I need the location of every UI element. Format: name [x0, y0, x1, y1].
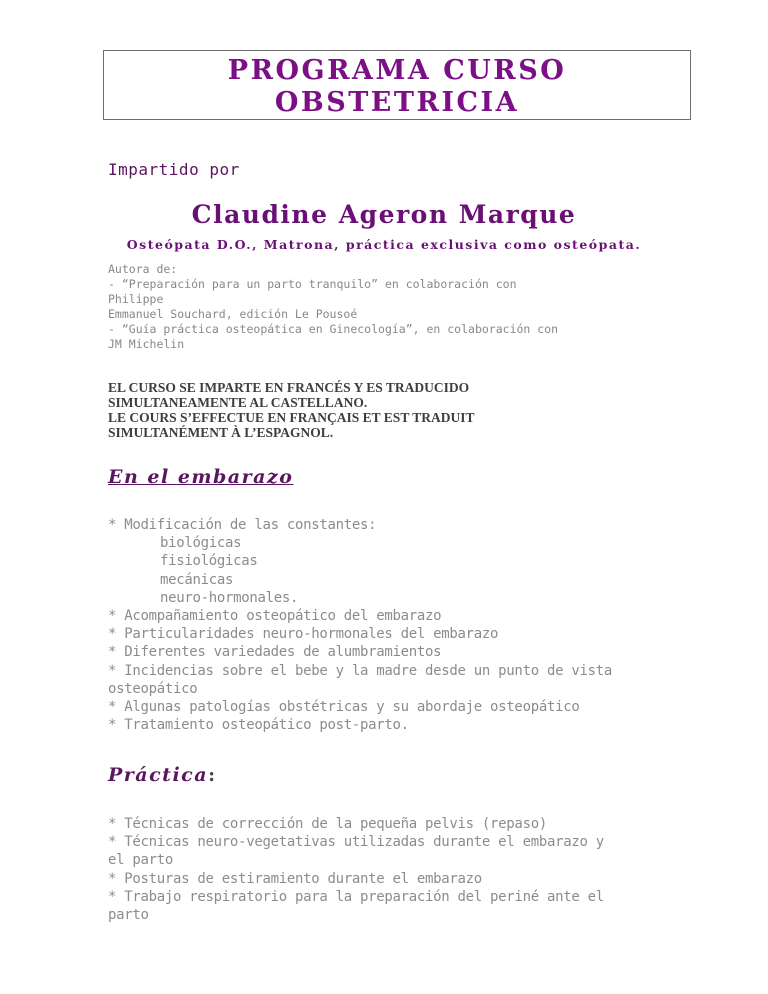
author-line: Autora de: [108, 262, 178, 276]
section-heading-practica-text: Práctica [108, 764, 209, 786]
impartido-por-label: Impartido por [108, 160, 240, 179]
list-item: * Diferentes variedades de alumbramientos [108, 644, 442, 661]
list-subitem: fisiológicas [160, 553, 258, 570]
author-block [108, 262, 628, 352]
author-line: JM Michelin [108, 337, 185, 351]
list-item: * Técnicas de corrección de la pequeña pelvis (repaso) [108, 816, 547, 832]
section-heading-practica [108, 764, 215, 786]
list-item: * Algunas patologías obstétricas y su abordaje osteopático [108, 699, 580, 716]
list-item: * Modificación de las constantes: [108, 517, 377, 533]
list-item: * Técnicas neuro-vegetativas utilizadas durante el embarazo y [108, 834, 604, 851]
notice-line: LE COURS S’EFFECTUE EN FRANÇAIS ET EST TRADUIT [108, 410, 475, 425]
author-line: Emmanuel Souchard, edición Le Pousoé [108, 307, 358, 321]
section-heading-embarazo: En el embarazo [108, 466, 294, 488]
list-subitem: neuro-hormonales. [160, 589, 299, 606]
page-title-line-2: OBSTETRICIA [274, 87, 520, 118]
list-subitem: mecánicas [160, 571, 234, 588]
author-line: - “Preparación para un parto tranquilo” en colaboración con [108, 277, 517, 291]
page-title-line-1: PROGRAMA CURSO [227, 55, 567, 86]
list-item: * Acompañamiento osteopático del embarazo [108, 608, 442, 625]
notice-line: EL CURSO SE IMPARTE EN FRANCÉS Y ES TRADUCIDO [108, 380, 470, 395]
instructor-name: Claudine Ageron Marque [191, 200, 577, 229]
list-item: * Incidencias sobre el bebe y la madre desde un punto de vista [108, 662, 612, 679]
title-box [103, 50, 691, 120]
list-item: * Particularidades neuro-hormonales del embarazo [108, 626, 499, 643]
instructor-role: Osteópata D.O., Matrona, práctica exclusiva como osteópata. [126, 237, 642, 252]
list-subitem: biológicas [160, 535, 242, 552]
notice-line: SIMULTANEAMENTE AL CASTELLANO. [108, 395, 368, 410]
list-item: * Posturas de estiramiento durante el embarazo [108, 870, 482, 887]
list-item-continuation: osteopático [108, 680, 198, 697]
practica-list [108, 815, 668, 924]
section-heading-colon: : [208, 764, 216, 786]
author-line: Philippe [108, 292, 164, 306]
notice-line: SIMULTANÉMENT À L’ESPAGNOL. [108, 425, 334, 440]
language-notice [108, 380, 708, 440]
author-line: - “Guía práctica osteopática en Ginecología”, en colaboración con [108, 322, 559, 336]
embarazo-list [108, 516, 668, 734]
list-item-continuation: parto [108, 907, 149, 924]
list-item-continuation: el parto [108, 852, 174, 869]
list-item: * Trabajo respiratorio para la preparación del periné ante el [108, 888, 604, 905]
list-item: * Tratamiento osteopático post-parto. [108, 717, 409, 734]
